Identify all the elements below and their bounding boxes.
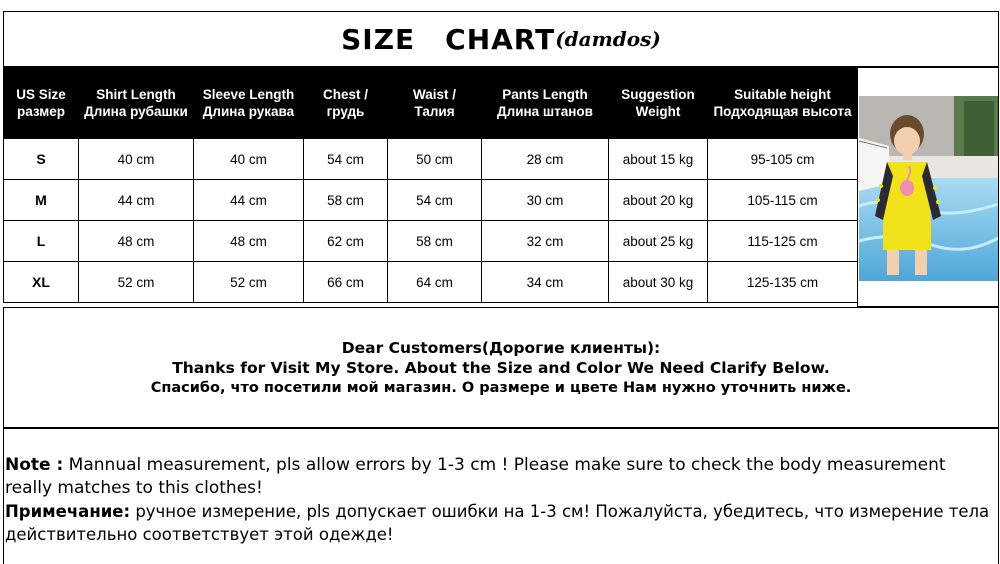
column-header bbox=[304, 68, 388, 139]
column-header-line: Suggestion bbox=[621, 87, 695, 102]
message-english: Thanks for Visit My Store. About the Size and Color We Need Clarify Below. bbox=[172, 359, 830, 377]
message-greeting: Dear Customers(Дорогие клиенты): bbox=[341, 339, 661, 357]
column-header-line: Длина штанов bbox=[497, 104, 593, 119]
title-brand: (damdos) bbox=[555, 27, 661, 51]
table-cell: 50 cm bbox=[388, 139, 482, 180]
column-header-line: Shirt Length bbox=[96, 87, 176, 102]
table-cell: 48 cm bbox=[194, 221, 304, 262]
title-chart: CHART bbox=[445, 22, 556, 56]
column-header-line: Chest / bbox=[322, 87, 368, 102]
table-row bbox=[4, 139, 858, 180]
size-cell: S bbox=[4, 139, 79, 180]
table-cell: 40 cm bbox=[194, 139, 304, 180]
column-header-line: US Size bbox=[16, 87, 66, 102]
table-cell: 115-125 cm bbox=[708, 221, 858, 262]
note-english bbox=[5, 454, 995, 500]
table-cell: 52 cm bbox=[79, 262, 194, 303]
note-label-ru: Примечание: bbox=[5, 502, 131, 521]
column-header-line: размер bbox=[16, 104, 66, 119]
note-label-en: Note : bbox=[5, 455, 64, 475]
column-header-line: Waist / bbox=[412, 87, 456, 102]
table-cell: 66 cm bbox=[304, 262, 388, 303]
table-row bbox=[4, 180, 858, 221]
column-header bbox=[79, 68, 194, 139]
note-text-en: Mannual measurement, pls allow errors by 1-3 cm ! Please make sure to check the body measurement really matches to this clothes! bbox=[5, 455, 946, 498]
message-russian: Спасибо, что посетили мой магазин. О размере и цвете Нам нужно уточнить ниже. bbox=[150, 380, 852, 396]
table-cell: 52 cm bbox=[194, 262, 304, 303]
note-russian bbox=[5, 500, 995, 546]
table-cell: 54 cm bbox=[388, 180, 482, 221]
size-cell: XL bbox=[4, 262, 79, 303]
table-cell: about 30 kg bbox=[609, 262, 708, 303]
table-cell: 48 cm bbox=[79, 221, 194, 262]
measurement-note bbox=[5, 454, 995, 546]
column-header bbox=[609, 68, 708, 139]
column-header bbox=[482, 68, 609, 139]
table-cell: 40 cm bbox=[79, 139, 194, 180]
table-cell: 62 cm bbox=[304, 221, 388, 262]
column-header-line: Suitable height bbox=[734, 87, 831, 102]
note-text-ru: ручное измерение, pls допускает ошибки на 1-3 см! Пожалуйста, убедитесь, что измерение тела действительно соответствует этой одежде! bbox=[5, 502, 990, 544]
column-header-line: Weight bbox=[635, 104, 681, 119]
table-cell: about 15 kg bbox=[609, 139, 708, 180]
table-cell: 44 cm bbox=[194, 180, 304, 221]
column-header-line: Длина рукава bbox=[202, 104, 295, 119]
column-header bbox=[708, 68, 858, 139]
product-photo bbox=[859, 96, 998, 281]
column-header bbox=[4, 68, 79, 139]
size-table bbox=[3, 67, 858, 303]
column-header-line: Pants Length bbox=[502, 87, 588, 102]
column-header-line: Sleeve Length bbox=[202, 87, 295, 102]
table-row bbox=[4, 221, 858, 262]
table-cell: 54 cm bbox=[304, 139, 388, 180]
table-cell: 32 cm bbox=[482, 221, 609, 262]
column-header-line: Длина рубашки bbox=[84, 104, 188, 119]
size-cell: M bbox=[4, 180, 79, 221]
customer-message bbox=[3, 338, 999, 398]
table-cell: about 20 kg bbox=[609, 180, 708, 221]
column-header-line: Подходящая высота bbox=[713, 104, 852, 119]
table-row bbox=[4, 262, 858, 303]
table-cell: 28 cm bbox=[482, 139, 609, 180]
table-cell: 64 cm bbox=[388, 262, 482, 303]
table-cell: 105-115 cm bbox=[708, 180, 858, 221]
table-cell: about 25 kg bbox=[609, 221, 708, 262]
table-cell: 44 cm bbox=[79, 180, 194, 221]
table-header-row bbox=[4, 68, 858, 139]
table-cell: 125-135 cm bbox=[708, 262, 858, 303]
table-body bbox=[4, 139, 858, 303]
page-title bbox=[3, 11, 999, 67]
column-header-line: грудь bbox=[326, 104, 365, 119]
table-cell: 95-105 cm bbox=[708, 139, 858, 180]
size-cell: L bbox=[4, 221, 79, 262]
table-cell: 34 cm bbox=[482, 262, 609, 303]
column-header bbox=[194, 68, 304, 139]
table-cell: 58 cm bbox=[304, 180, 388, 221]
title-size: SIZE bbox=[341, 22, 416, 56]
table-cell: 30 cm bbox=[482, 180, 609, 221]
product-photo-cell bbox=[857, 67, 999, 307]
table-cell: 58 cm bbox=[388, 221, 482, 262]
column-header-line: Талия bbox=[414, 104, 455, 119]
column-header bbox=[388, 68, 482, 139]
